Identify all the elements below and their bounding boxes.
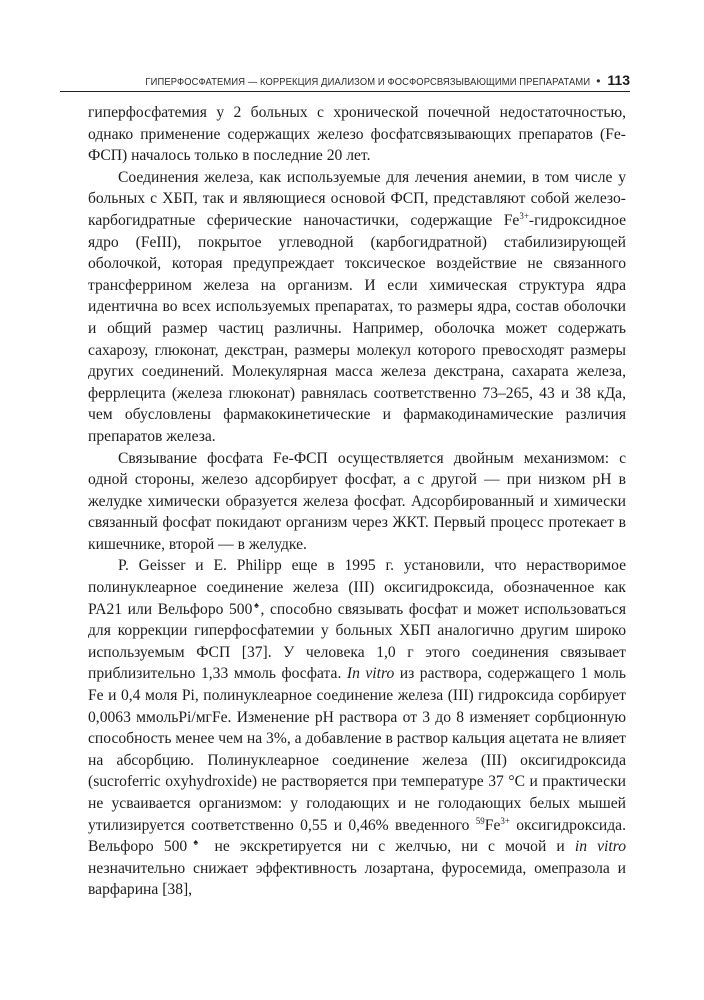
p4-text-d: оксигидроксида. Вельфоро 500 xyxy=(88,816,626,856)
paragraph-1: гиперфосфатемия у 2 больных с хронической почечной недостаточностью, однако применение содержащих железо фосфатсвязывающих препаратов (Fe-ФСП) началось только в последние 20 лет. xyxy=(88,104,626,165)
p4-text-b: , способно связывать фосфат и может использоваться для коррекции гиперфосфатемии у больных ХБП аналогично другим широко используемым ФСП [37]. У человека 1,0 г этого соединения связывает приблизительно 1,33 ммоль фосфата. xyxy=(88,600,626,683)
p4-text-a: P. Geisser и E. Philipp еще в 1995 г. установили, что нерастворимое полинуклеарное соединение железа (III) оксигидроксида, обозначенное как PA21 или Вельфоро 500 xyxy=(88,557,626,618)
trademark-mark-1: ♠ xyxy=(252,599,261,610)
running-header xyxy=(60,70,630,92)
body-text xyxy=(88,102,626,901)
trademark-mark-2: ♠ xyxy=(187,837,205,848)
p4-text-c: из раствора, содержащего 1 моль Fe и 0,4 моля Pi, полинуклеарное соединение железа (III) гидроксида сорбирует 0,0063 ммольPi/мгFe. Изменение pH раствора от 3 до 8 изменяет сорбционную способность менее чем на 3%, а добавление в раствор кальция ацетата не влияет на абсорбцию. Полинуклеарное соединение железа (III) оксигидроксида (sucroferric oxyhydroxide) не растворяется при температуре 37 °C и практически не усваивается организмом: у голодающих и не голодающих белых мышей утилизируется соответственно 0,55 и 0,46% введенного xyxy=(88,665,626,834)
in-vitro-italic-2: in vitro xyxy=(574,838,627,856)
charge-superscript: 3+ xyxy=(500,815,510,826)
isotope-superscript: 59 xyxy=(475,815,485,826)
p4-text-e: не экскретируется ни с желчью, ни с мочой и xyxy=(204,838,575,856)
paragraph-4 xyxy=(88,555,626,901)
header-separator: • xyxy=(596,74,601,88)
p2-text-a: Соединения железа, как используемые для лечения анемии, в том числе у больных с ХБП, так и являющиеся основой ФСП, представляют собой железо-карбогидратные сферические наночастички, содержащие Fe xyxy=(88,168,626,229)
p2-superscript: 3+ xyxy=(519,210,529,221)
in-vitro-italic-1: In vitro xyxy=(346,665,395,683)
running-title: ГИПЕРФОСФАТЕМИЯ — КОРРЕКЦИЯ ДИАЛИЗОМ И ФОСФОРСВЯЗЫВАЮЩИМИ ПРЕПАРАТАМИ xyxy=(145,77,591,88)
page-number: 113 xyxy=(607,72,630,88)
paragraph-2 xyxy=(88,167,626,448)
p4-text-f: незначительно снижает эффективность лозартана, фуросемида, омепразола и варфарина [38], xyxy=(88,859,626,899)
p2-text-b: -гидроксидное ядро (FeIII), покрытое углеводной (карбогидратной) стабилизирующей оболочкой, которая предупреждает токсическое воздействие не связанного трансферрином железа на организм. И если химическая структура ядра идентична во всех используемых препаратах, то размеры ядра, состав оболочки и общий размер частиц различны. Например, оболочка может содержать сахарозу, глюконат, декстран, размеры молекул которого превосходят размеры других соединений. Молекулярная масса железа декстрана, сахарата железа, феррлецита (железа глюконат) равнялась соответственно 73–265, 43 и 38 кДа, чем обусловлены фармакокинетические и фармакодинамические различия препаратов железа. xyxy=(88,211,626,445)
paragraph-3: Связывание фосфата Fe-ФСП осуществляется двойным механизмом: с одной стороны, железо адсорбирует фосфат, а с другой — при низком pH в желудке химически образуется железа фосфат. Адсорбированный и химически связанный фосфат покидают организм через ЖКТ. Первый процесс протекает в кишечнике, второй — в желудке. xyxy=(88,449,626,553)
iron-symbol: Fe xyxy=(484,816,501,834)
